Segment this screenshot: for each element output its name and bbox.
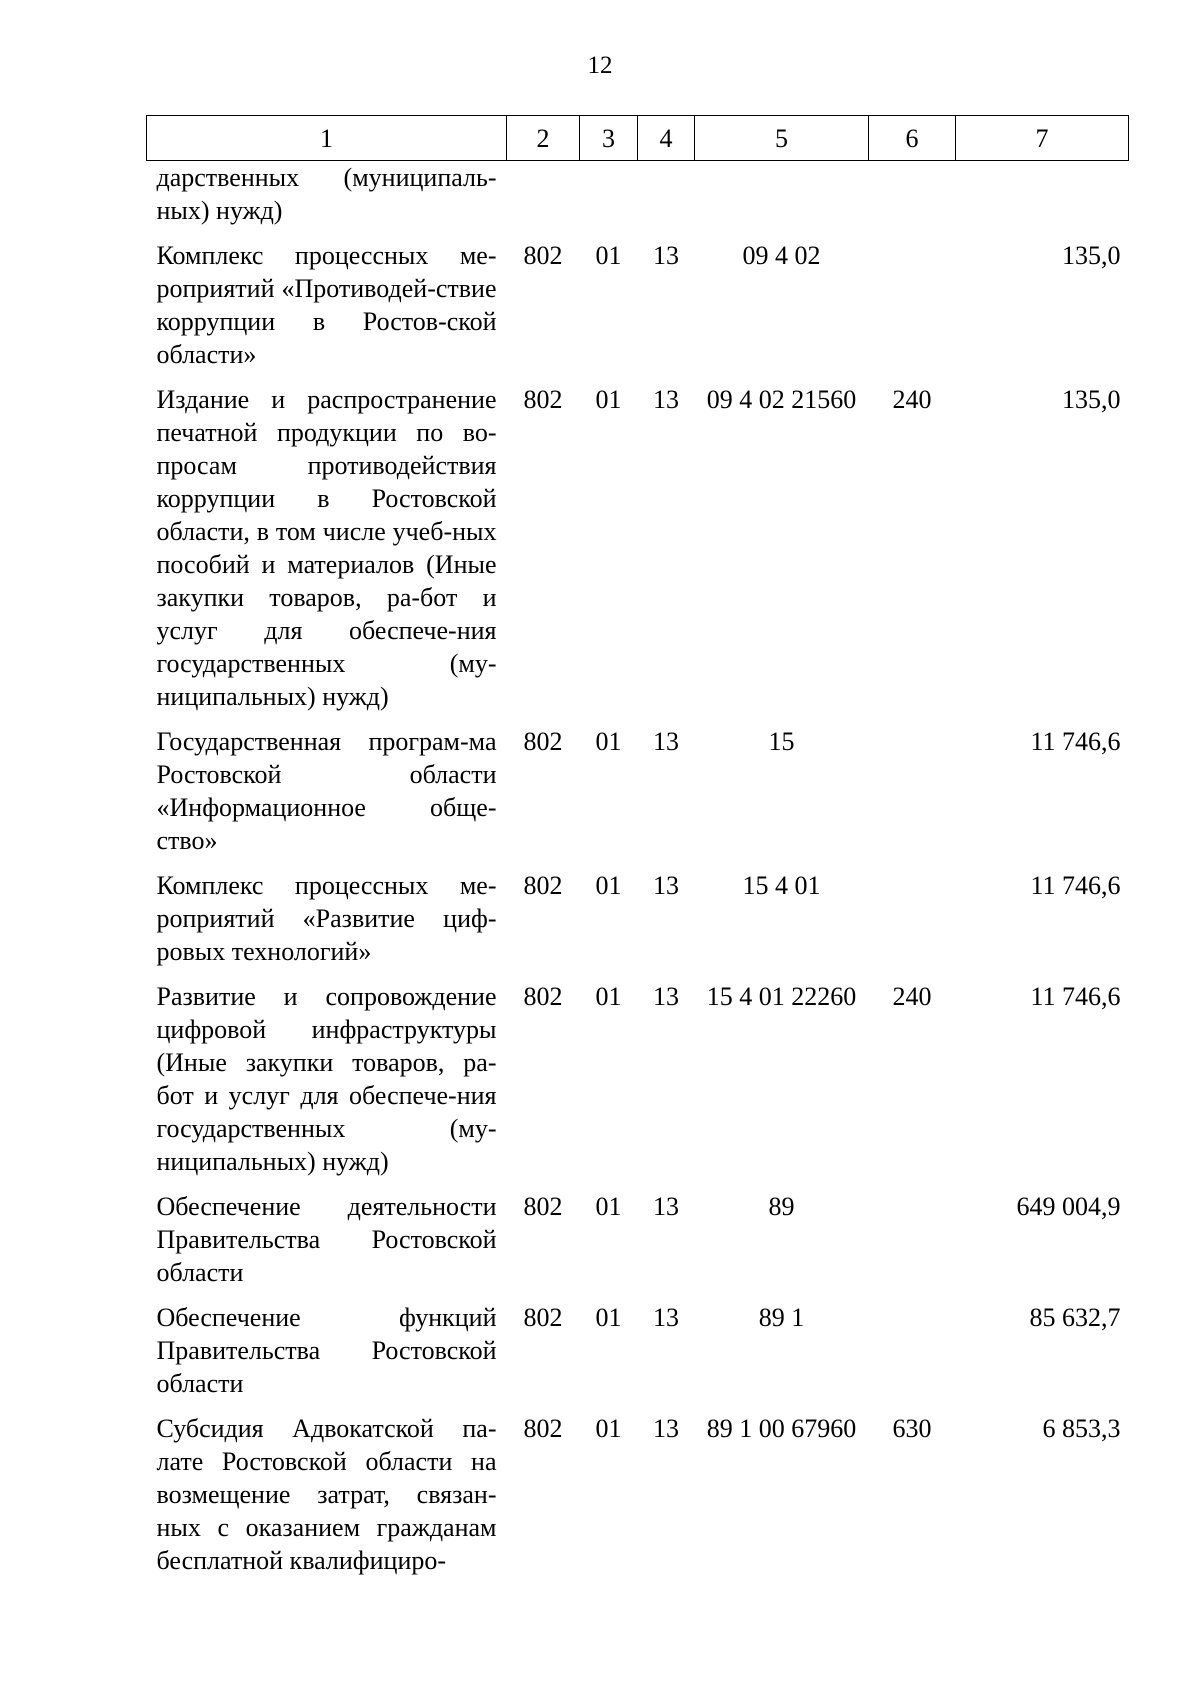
row-code-2-cell: 802 bbox=[523, 727, 563, 756]
row-amount-cell: 85 632,7 bbox=[1029, 1303, 1121, 1332]
row-code-4-cell: 13 bbox=[653, 1303, 679, 1332]
row-code-2-cell: 802 bbox=[523, 385, 563, 414]
budget-table-container bbox=[146, 115, 1128, 1577]
row-code-5-cell: 15 4 01 bbox=[742, 871, 821, 900]
row-code-4-cell bbox=[638, 161, 695, 228]
row-amount-cell: 649 004,9 bbox=[1016, 1192, 1121, 1221]
row-amount-cell bbox=[956, 161, 1129, 228]
row-name-cell: Издание и распространение печатной продукции по во-просам противодействия коррупции в Ростовской области, в том числе учеб-ных пособий и материалов (Иные закупки товаров, ра-бот и услуг для обеспече-ния государственных (му-ниципальных) нужд) bbox=[156, 385, 497, 711]
row-code-3-cell: 01 bbox=[595, 1192, 622, 1221]
row-amount-cell: 135,0 bbox=[1062, 241, 1121, 270]
row-amount-cell: 11 746,6 bbox=[1030, 871, 1121, 900]
row-amount-cell: 11 746,6 bbox=[1030, 727, 1121, 756]
table-row bbox=[147, 857, 1129, 968]
row-code-4-cell: 13 bbox=[653, 1192, 679, 1221]
row-name-cell: Комплекс процессных ме-роприятий «Противодей-ствие коррупции в Ростов-ской области» bbox=[156, 241, 497, 369]
header-cell-5: 5 bbox=[695, 116, 869, 161]
row-code-4-cell: 13 bbox=[653, 385, 679, 414]
row-code-3-cell: 01 bbox=[595, 385, 622, 414]
row-code-6-cell bbox=[869, 857, 956, 968]
row-code-5-cell: 89 1 00 67960 bbox=[706, 1414, 857, 1443]
row-code-5-cell: 89 bbox=[768, 1192, 795, 1221]
row-code-4-cell: 13 bbox=[653, 871, 679, 900]
header-cell-1: 1 bbox=[147, 116, 507, 161]
row-code-3-cell: 01 bbox=[595, 727, 622, 756]
table-row bbox=[147, 227, 1129, 371]
table-body bbox=[147, 161, 1129, 1578]
row-code-3-cell: 01 bbox=[595, 982, 622, 1011]
row-code-2-cell: 802 bbox=[523, 1192, 563, 1221]
row-name-cell: дарственных (муниципаль-ных) нужд) bbox=[156, 163, 497, 225]
header-cell-3: 3 bbox=[580, 116, 638, 161]
row-amount-cell: 135,0 bbox=[1062, 385, 1121, 414]
table-row bbox=[147, 713, 1129, 857]
row-code-2-cell: 802 bbox=[523, 871, 563, 900]
header-cell-2: 2 bbox=[507, 116, 580, 161]
table-header bbox=[147, 116, 1129, 161]
row-name-cell: Субсидия Адвокатской па-лате Ростовской области на возмещение затрат, связан-ных с оказанием гражданам бесплатной квалифициро- bbox=[156, 1414, 497, 1575]
row-code-6-cell: 240 bbox=[892, 385, 932, 414]
table-row bbox=[147, 968, 1129, 1178]
row-name-cell: Обеспечение функций Правительства Ростовской области bbox=[156, 1303, 497, 1398]
row-code-4-cell: 13 bbox=[653, 982, 679, 1011]
table-row bbox=[147, 161, 1129, 228]
row-code-5-cell: 09 4 02 21560 bbox=[706, 385, 857, 414]
table-row bbox=[147, 1400, 1129, 1577]
row-name-cell: Комплекс процессных ме-роприятий «Развитие циф-ровых технологий» bbox=[156, 871, 497, 966]
header-cell-7: 7 bbox=[956, 116, 1129, 161]
row-amount-cell: 11 746,6 bbox=[1030, 982, 1121, 1011]
row-amount-cell: 6 853,3 bbox=[1042, 1414, 1121, 1443]
table-row bbox=[147, 371, 1129, 713]
budget-table bbox=[146, 115, 1129, 1577]
header-row bbox=[147, 116, 1129, 161]
table-row bbox=[147, 1178, 1129, 1289]
header-cell-4: 4 bbox=[638, 116, 695, 161]
row-code-4-cell: 13 bbox=[653, 1414, 679, 1443]
row-code-3-cell: 01 bbox=[595, 1303, 622, 1332]
page-number: 12 bbox=[587, 52, 613, 79]
row-code-2-cell: 802 bbox=[523, 1303, 563, 1332]
row-code-6-cell bbox=[869, 161, 956, 228]
row-code-6-cell: 240 bbox=[892, 982, 932, 1011]
row-code-2-cell bbox=[507, 161, 580, 228]
row-name-cell: Обеспечение деятельности Правительства Ростовской области bbox=[156, 1192, 497, 1287]
table-row bbox=[147, 1289, 1129, 1400]
header-cell-6: 6 bbox=[869, 116, 956, 161]
row-name-cell: Государственная програм-ма Ростовской области «Информационное обще-ство» bbox=[156, 727, 497, 855]
row-code-3-cell: 01 bbox=[595, 1414, 622, 1443]
row-code-6-cell bbox=[869, 1178, 956, 1289]
row-code-5-cell: 89 1 bbox=[758, 1303, 805, 1332]
row-code-3-cell: 01 bbox=[595, 871, 622, 900]
row-code-6-cell bbox=[869, 227, 956, 371]
row-name-cell: Развитие и сопровождение цифровой инфраструктуры (Иные закупки товаров, ра-бот и услуг для обеспече-ния государственных (му-ниципальных) нужд) bbox=[156, 982, 497, 1176]
row-code-3-cell: 01 bbox=[595, 241, 622, 270]
row-code-5-cell bbox=[695, 161, 869, 228]
row-code-5-cell: 15 4 01 22260 bbox=[706, 982, 857, 1011]
row-code-5-cell: 15 bbox=[768, 727, 795, 756]
row-code-6-cell bbox=[869, 713, 956, 857]
row-code-4-cell: 13 bbox=[653, 727, 679, 756]
row-code-5-cell: 09 4 02 bbox=[742, 241, 821, 270]
row-code-3-cell bbox=[580, 161, 638, 228]
row-code-6-cell bbox=[869, 1289, 956, 1400]
row-code-2-cell: 802 bbox=[523, 241, 563, 270]
row-code-2-cell: 802 bbox=[523, 982, 563, 1011]
row-code-2-cell: 802 bbox=[523, 1414, 563, 1443]
row-code-6-cell: 630 bbox=[892, 1414, 932, 1443]
row-code-4-cell: 13 bbox=[653, 241, 679, 270]
